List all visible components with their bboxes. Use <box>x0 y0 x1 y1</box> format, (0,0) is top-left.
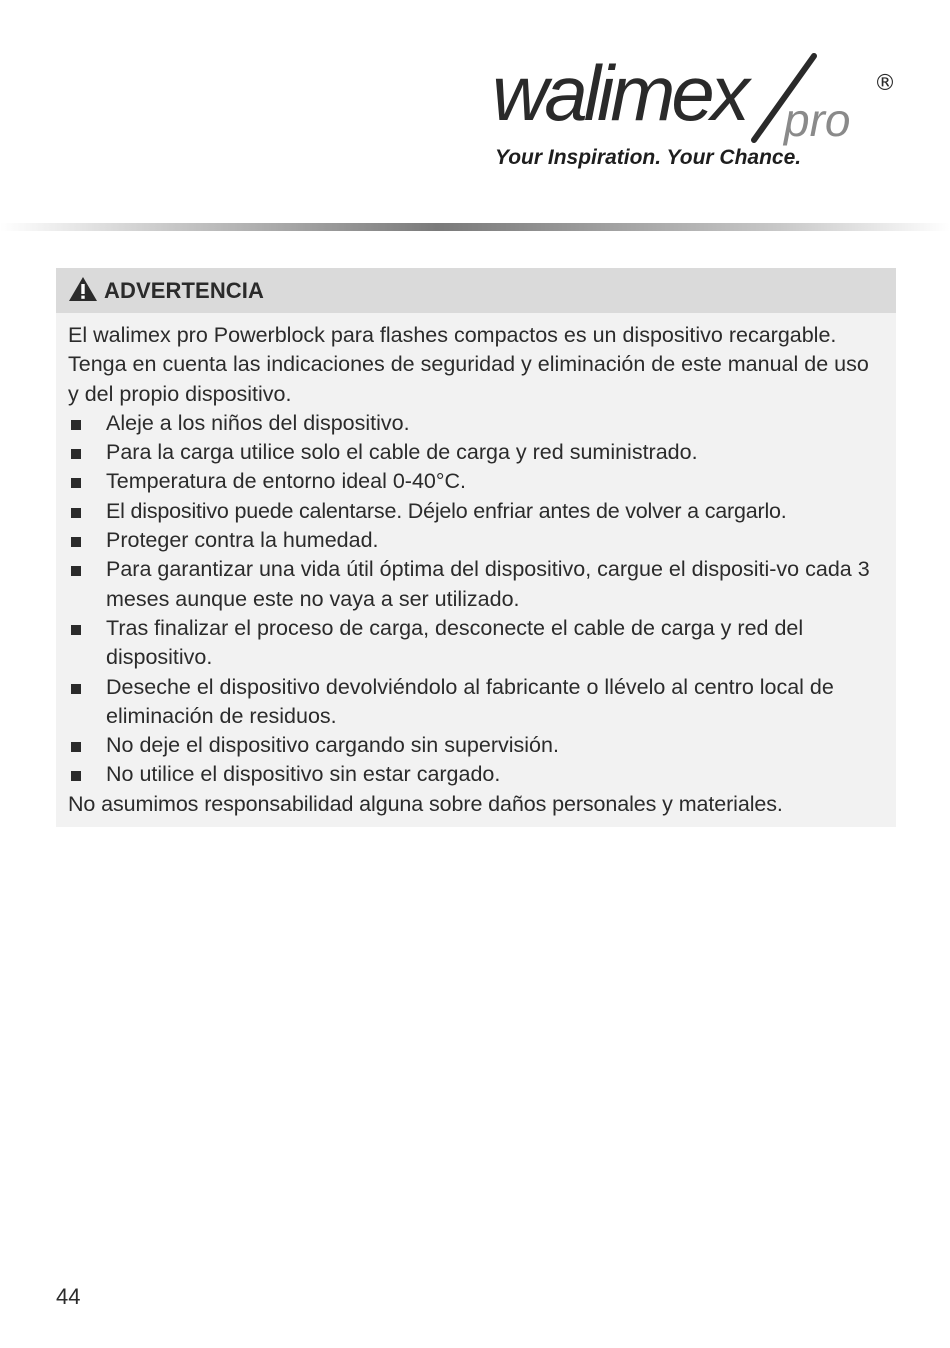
warning-header <box>56 268 896 313</box>
square-bullet-icon <box>71 449 81 459</box>
list-item: Proteger contra la humedad. <box>68 526 884 555</box>
header-divider <box>0 223 950 231</box>
logo-graphic <box>488 52 908 147</box>
warning-intro: El walimex pro Powerblock para flashes compactos es un dispositivo recargable. Tenga en cuenta las indicaciones de seguridad y eliminación de este manual de uso y del propio dispositivo. <box>68 323 869 406</box>
warning-box <box>56 268 896 827</box>
brand-tagline: Your Inspiration. Your Chance. <box>495 146 802 169</box>
warning-triangle-icon <box>68 276 98 302</box>
list-item: Temperatura de entorno ideal 0-40°C. <box>68 467 884 496</box>
square-bullet-icon <box>71 478 81 488</box>
logo-pro-text: pro <box>784 94 851 146</box>
list-item: Aleje a los niños del dispositivo. <box>68 409 884 438</box>
list-item: No utilice el dispositivo sin estar cargado. <box>68 760 884 789</box>
square-bullet-icon <box>71 742 81 752</box>
page-number: 44 <box>56 1284 81 1309</box>
list-item: Para la carga utilice solo el cable de carga y red suministrado. <box>68 438 884 467</box>
square-bullet-icon <box>71 625 81 635</box>
warning-list <box>68 409 884 790</box>
square-bullet-icon <box>71 537 81 547</box>
square-bullet-icon <box>71 508 81 518</box>
square-bullet-icon <box>71 420 81 430</box>
list-item: El dispositivo puede calentarse. Déjelo enfriar antes de volver a cargarlo. <box>68 497 884 526</box>
warning-body <box>56 313 896 819</box>
list-item: Deseche el dispositivo devolviéndolo al fabricante o llévelo al centro local de eliminación de residuos. <box>68 673 884 732</box>
list-item: Para garantizar una vida útil óptima del dispositivo, cargue el dispositi-vo cada 3 meses aunque este no vaya a ser utilizado. <box>68 555 884 614</box>
warning-title: ADVERTENCIA <box>104 277 264 303</box>
list-item: No deje el dispositivo cargando sin supervisión. <box>68 731 884 760</box>
registered-mark: ® <box>874 71 896 96</box>
square-bullet-icon <box>71 771 81 781</box>
logo-wordmark: walimex <box>492 52 746 137</box>
square-bullet-icon <box>71 684 81 694</box>
list-item: Tras finalizar el proceso de carga, desconecte el cable de carga y red del dispositivo. <box>68 614 884 673</box>
square-bullet-icon <box>71 566 81 576</box>
warning-closing: No asumimos responsabilidad alguna sobre daños personales y materiales. <box>68 791 783 816</box>
